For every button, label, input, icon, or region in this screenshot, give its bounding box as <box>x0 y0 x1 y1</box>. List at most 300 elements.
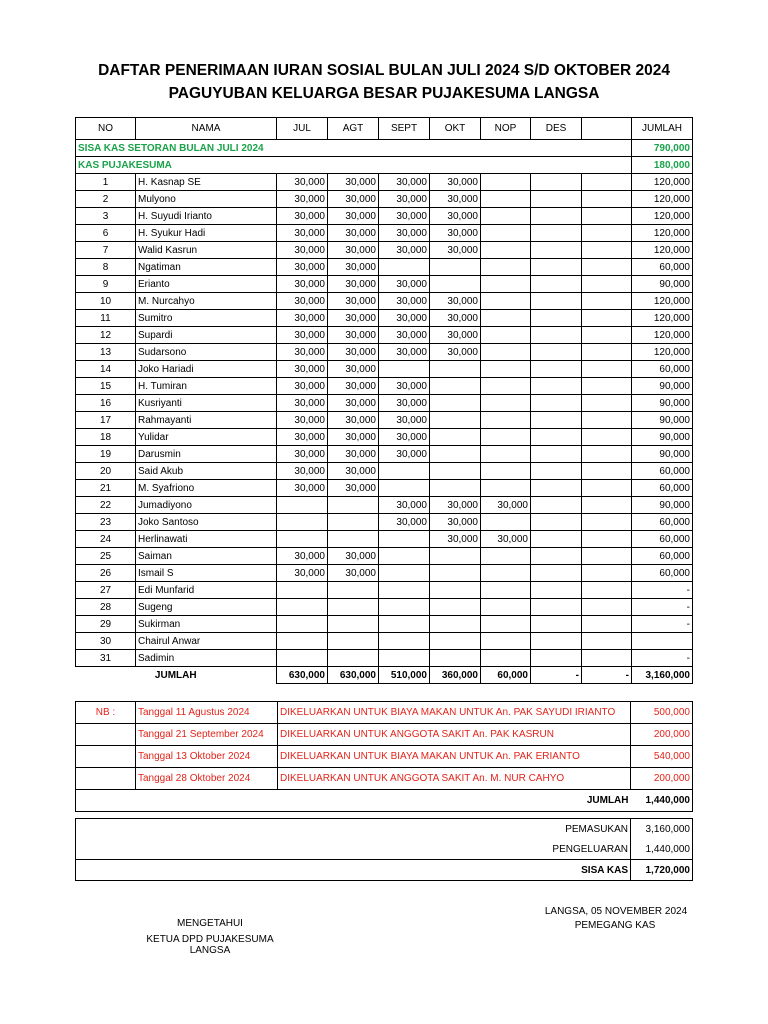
expense-date: Tanggal 13 Oktober 2024 <box>136 746 278 768</box>
row-number: 6 <box>76 225 136 242</box>
payment-nop <box>481 429 531 446</box>
payment-nop <box>481 276 531 293</box>
payment-nop <box>481 208 531 225</box>
row-number: 24 <box>76 531 136 548</box>
payment-sept <box>379 599 430 616</box>
table-row <box>76 633 693 650</box>
payment-extra <box>582 497 632 514</box>
payment-agt: 30,000 <box>328 174 379 191</box>
carry-row-amount: 790,000 <box>632 140 693 157</box>
table-row <box>76 310 693 327</box>
payment-nop <box>481 548 531 565</box>
row-number: 1 <box>76 174 136 191</box>
payment-des <box>531 633 582 650</box>
payment-sept: 30,000 <box>379 293 430 310</box>
row-number: 25 <box>76 548 136 565</box>
row-total: 60,000 <box>632 480 693 497</box>
totals-label: JUMLAH <box>76 667 277 684</box>
payment-des <box>531 429 582 446</box>
table-row <box>76 429 693 446</box>
summary-pemasukan-value: 3,160,000 <box>631 819 693 840</box>
payment-okt: 30,000 <box>430 191 481 208</box>
column-header <box>582 118 632 140</box>
payment-agt: 30,000 <box>328 378 379 395</box>
payment-agt: 30,000 <box>328 548 379 565</box>
payment-sept <box>379 650 430 667</box>
payment-jul: 30,000 <box>277 293 328 310</box>
member-name: Joko Santoso <box>136 514 277 531</box>
total-extra: - <box>582 667 632 684</box>
payment-des <box>531 344 582 361</box>
payment-okt <box>430 650 481 667</box>
row-total: 60,000 <box>632 565 693 582</box>
payment-okt: 30,000 <box>430 344 481 361</box>
summary-jumlah-row <box>76 790 693 812</box>
payment-des <box>531 650 582 667</box>
payment-des <box>531 446 582 463</box>
payment-okt <box>430 395 481 412</box>
member-name: Sumitro <box>136 310 277 327</box>
expense-row <box>76 768 693 790</box>
payment-agt: 30,000 <box>328 480 379 497</box>
nb-blank <box>76 746 136 768</box>
row-number: 3 <box>76 208 136 225</box>
payment-jul <box>277 650 328 667</box>
payment-nop <box>481 633 531 650</box>
payment-extra <box>582 548 632 565</box>
row-number: 14 <box>76 361 136 378</box>
summary-pemasukan-row <box>76 819 693 840</box>
payment-agt: 30,000 <box>328 191 379 208</box>
row-total: 120,000 <box>632 191 693 208</box>
row-total: 60,000 <box>632 531 693 548</box>
payment-des <box>531 242 582 259</box>
payment-agt <box>328 650 379 667</box>
table-row <box>76 293 693 310</box>
payment-extra <box>582 310 632 327</box>
table-row <box>76 480 693 497</box>
row-number: 12 <box>76 327 136 344</box>
payment-jul <box>277 582 328 599</box>
payment-extra <box>582 633 632 650</box>
row-number: 17 <box>76 412 136 429</box>
carry-row <box>76 157 693 174</box>
table-row <box>76 191 693 208</box>
payment-agt <box>328 599 379 616</box>
row-number: 30 <box>76 633 136 650</box>
column-header: DES <box>531 118 582 140</box>
total-des: - <box>531 667 582 684</box>
payment-des <box>531 327 582 344</box>
member-name: Chairul Anwar <box>136 633 277 650</box>
payment-des <box>531 361 582 378</box>
payment-nop <box>481 327 531 344</box>
member-name: Sukirman <box>136 616 277 633</box>
table-row <box>76 174 693 191</box>
payment-nop <box>481 565 531 582</box>
payment-nop <box>481 259 531 276</box>
payment-agt: 30,000 <box>328 242 379 259</box>
row-number: 9 <box>76 276 136 293</box>
payment-jul <box>277 616 328 633</box>
nb-blank <box>76 768 136 790</box>
payment-nop <box>481 412 531 429</box>
member-name: Sadimin <box>136 650 277 667</box>
payment-agt <box>328 582 379 599</box>
payment-des <box>531 310 582 327</box>
payment-des <box>531 548 582 565</box>
row-number: 26 <box>76 565 136 582</box>
payment-sept: 30,000 <box>379 514 430 531</box>
row-total: 120,000 <box>632 327 693 344</box>
payment-des <box>531 378 582 395</box>
payment-jul: 30,000 <box>277 429 328 446</box>
payment-des <box>531 497 582 514</box>
payment-extra <box>582 174 632 191</box>
summary-table <box>75 789 693 881</box>
payment-extra <box>582 191 632 208</box>
row-number: 19 <box>76 446 136 463</box>
table-row <box>76 395 693 412</box>
payment-des <box>531 225 582 242</box>
payment-okt: 30,000 <box>430 327 481 344</box>
payment-okt: 30,000 <box>430 174 481 191</box>
payment-nop <box>481 599 531 616</box>
table-row <box>76 446 693 463</box>
carry-row-label: KAS PUJAKESUMA <box>76 157 632 174</box>
payment-okt <box>430 599 481 616</box>
payment-sept <box>379 480 430 497</box>
payment-nop <box>481 344 531 361</box>
payment-extra <box>582 276 632 293</box>
table-row <box>76 599 693 616</box>
expense-amount: 200,000 <box>631 768 693 790</box>
member-name: Yulidar <box>136 429 277 446</box>
expense-date: Tanggal 21 September 2024 <box>136 724 278 746</box>
table-row <box>76 548 693 565</box>
payment-agt <box>328 633 379 650</box>
row-total: 90,000 <box>632 446 693 463</box>
payment-nop: 30,000 <box>481 497 531 514</box>
payment-jul: 30,000 <box>277 446 328 463</box>
table-row <box>76 650 693 667</box>
payment-extra <box>582 327 632 344</box>
table-row <box>76 565 693 582</box>
payment-des <box>531 514 582 531</box>
table-row <box>76 259 693 276</box>
payment-sept: 30,000 <box>379 310 430 327</box>
payment-agt: 30,000 <box>328 208 379 225</box>
table-row <box>76 225 693 242</box>
payment-nop <box>481 242 531 259</box>
payment-extra <box>582 446 632 463</box>
payment-jul <box>277 633 328 650</box>
payment-extra <box>582 565 632 582</box>
row-number: 8 <box>76 259 136 276</box>
payment-nop: 30,000 <box>481 531 531 548</box>
row-total: 120,000 <box>632 174 693 191</box>
payment-okt <box>430 582 481 599</box>
payment-agt: 30,000 <box>328 276 379 293</box>
row-total: 60,000 <box>632 463 693 480</box>
payment-jul: 30,000 <box>277 225 328 242</box>
signature-right-role: PEMEGANG KAS <box>574 920 656 931</box>
payment-sept: 30,000 <box>379 327 430 344</box>
payment-jul: 30,000 <box>277 548 328 565</box>
payment-okt <box>430 429 481 446</box>
table-row <box>76 497 693 514</box>
payment-agt <box>328 616 379 633</box>
member-name: Walid Kasrun <box>136 242 277 259</box>
expense-date: Tanggal 28 Oktober 2024 <box>136 768 278 790</box>
summary-jumlah-label: JUMLAH <box>76 790 631 812</box>
payment-jul: 30,000 <box>277 463 328 480</box>
totals-row <box>76 667 693 684</box>
payment-okt <box>430 565 481 582</box>
payment-okt <box>430 633 481 650</box>
member-name: H. Syukur Hadi <box>136 225 277 242</box>
table-row <box>76 327 693 344</box>
member-name: Mulyono <box>136 191 277 208</box>
payment-agt: 30,000 <box>328 344 379 361</box>
member-name: Joko Hariadi <box>136 361 277 378</box>
payment-des <box>531 259 582 276</box>
payment-extra <box>582 395 632 412</box>
signature-left-title: MENGETAHUI <box>177 918 243 929</box>
table-row <box>76 242 693 259</box>
expense-notes-table <box>75 701 693 790</box>
row-number: 2 <box>76 191 136 208</box>
expense-date: Tanggal 11 Agustus 2024 <box>136 702 278 724</box>
member-name: M. Nurcahyo <box>136 293 277 310</box>
summary-sisa-row <box>76 860 693 881</box>
payment-extra <box>582 531 632 548</box>
column-header: JUL <box>277 118 328 140</box>
payment-okt <box>430 616 481 633</box>
member-name: Sugeng <box>136 599 277 616</box>
payment-okt: 30,000 <box>430 514 481 531</box>
member-name: Ngatiman <box>136 259 277 276</box>
payment-sept <box>379 565 430 582</box>
nb-blank <box>76 724 136 746</box>
payment-okt <box>430 480 481 497</box>
payment-agt: 30,000 <box>328 327 379 344</box>
row-number: 29 <box>76 616 136 633</box>
member-name: Said Akub <box>136 463 277 480</box>
member-name: Ismail S <box>136 565 277 582</box>
row-total: 60,000 <box>632 361 693 378</box>
payment-sept <box>379 616 430 633</box>
payment-okt <box>430 412 481 429</box>
row-number: 31 <box>76 650 136 667</box>
payment-sept: 30,000 <box>379 412 430 429</box>
payment-nop <box>481 361 531 378</box>
payment-jul: 30,000 <box>277 191 328 208</box>
summary-pemasukan-label: PEMASUKAN <box>76 819 631 840</box>
payment-jul <box>277 497 328 514</box>
member-name: H. Suyudi Irianto <box>136 208 277 225</box>
payment-des <box>531 293 582 310</box>
payment-sept: 30,000 <box>379 174 430 191</box>
payment-des <box>531 463 582 480</box>
payment-des <box>531 395 582 412</box>
payment-sept: 30,000 <box>379 242 430 259</box>
payment-des <box>531 174 582 191</box>
payment-des <box>531 276 582 293</box>
payment-des <box>531 531 582 548</box>
signature-right-date: LANGSA, 05 NOVEMBER 2024 <box>544 906 688 917</box>
payment-extra <box>582 412 632 429</box>
payment-agt: 30,000 <box>328 361 379 378</box>
payment-agt: 30,000 <box>328 565 379 582</box>
payment-extra <box>582 293 632 310</box>
payment-sept: 30,000 <box>379 446 430 463</box>
table-row <box>76 361 693 378</box>
member-name: Sudarsono <box>136 344 277 361</box>
row-total: - <box>632 582 693 599</box>
payment-nop <box>481 480 531 497</box>
total-sept: 510,000 <box>379 667 430 684</box>
column-header: NO <box>76 118 136 140</box>
expense-amount: 540,000 <box>631 746 693 768</box>
row-total: 60,000 <box>632 514 693 531</box>
payment-agt: 30,000 <box>328 463 379 480</box>
table-row <box>76 463 693 480</box>
contribution-table <box>75 117 693 684</box>
payment-nop <box>481 650 531 667</box>
summary-pengeluaran-row <box>76 839 693 860</box>
row-number: 20 <box>76 463 136 480</box>
row-total: 120,000 <box>632 310 693 327</box>
payment-extra <box>582 514 632 531</box>
payment-jul: 30,000 <box>277 276 328 293</box>
payment-sept <box>379 531 430 548</box>
table-header-row <box>76 118 693 140</box>
member-name: M. Syafriono <box>136 480 277 497</box>
member-name: Supardi <box>136 327 277 344</box>
document-subtitle: PAGUYUBAN KELUARGA BESAR PUJAKESUMA LANGSA <box>168 85 600 102</box>
payment-sept: 30,000 <box>379 429 430 446</box>
expense-row <box>76 724 693 746</box>
row-total: - <box>632 616 693 633</box>
payment-jul <box>277 531 328 548</box>
payment-agt: 30,000 <box>328 259 379 276</box>
row-total <box>632 633 693 650</box>
row-total: 90,000 <box>632 276 693 293</box>
expense-description: DIKELUARKAN UNTUK BIAYA MAKAN UNTUK An. PAK SAYUDI IRIANTO <box>278 702 631 724</box>
payment-jul: 30,000 <box>277 327 328 344</box>
table-row <box>76 531 693 548</box>
payment-agt <box>328 497 379 514</box>
payment-okt: 30,000 <box>430 242 481 259</box>
member-name: Kusriyanti <box>136 395 277 412</box>
payment-okt <box>430 548 481 565</box>
payment-okt: 30,000 <box>430 497 481 514</box>
payment-sept <box>379 259 430 276</box>
payment-extra <box>582 650 632 667</box>
table-row <box>76 276 693 293</box>
row-number: 21 <box>76 480 136 497</box>
row-total: 90,000 <box>632 412 693 429</box>
payment-agt <box>328 531 379 548</box>
payment-sept: 30,000 <box>379 191 430 208</box>
payment-jul: 30,000 <box>277 310 328 327</box>
member-name: H. Kasnap SE <box>136 174 277 191</box>
payment-jul: 30,000 <box>277 361 328 378</box>
row-total: 120,000 <box>632 293 693 310</box>
row-total: 120,000 <box>632 344 693 361</box>
member-name: Jumadiyono <box>136 497 277 514</box>
payment-jul: 30,000 <box>277 208 328 225</box>
column-header: AGT <box>328 118 379 140</box>
carry-row-amount: 180,000 <box>632 157 693 174</box>
payment-des <box>531 599 582 616</box>
column-header: SEPT <box>379 118 430 140</box>
row-number: 7 <box>76 242 136 259</box>
payment-jul: 30,000 <box>277 565 328 582</box>
nb-label: NB : <box>76 702 136 724</box>
payment-sept <box>379 463 430 480</box>
expense-row <box>76 702 693 724</box>
payment-agt: 30,000 <box>328 310 379 327</box>
member-name: H. Tumiran <box>136 378 277 395</box>
payment-nop <box>481 582 531 599</box>
table-row <box>76 616 693 633</box>
payment-nop <box>481 395 531 412</box>
payment-extra <box>582 480 632 497</box>
payment-jul: 30,000 <box>277 395 328 412</box>
grand-total: 3,160,000 <box>632 667 693 684</box>
payment-okt: 30,000 <box>430 208 481 225</box>
table-row <box>76 344 693 361</box>
row-number: 28 <box>76 599 136 616</box>
payment-sept: 30,000 <box>379 344 430 361</box>
payment-nop <box>481 310 531 327</box>
payment-agt: 30,000 <box>328 293 379 310</box>
member-name: Darusmin <box>136 446 277 463</box>
payment-sept: 30,000 <box>379 497 430 514</box>
payment-extra <box>582 259 632 276</box>
payment-okt: 30,000 <box>430 310 481 327</box>
row-number: 10 <box>76 293 136 310</box>
row-number: 13 <box>76 344 136 361</box>
row-total: 90,000 <box>632 395 693 412</box>
row-number: 23 <box>76 514 136 531</box>
column-header: JUMLAH <box>632 118 693 140</box>
payment-nop <box>481 446 531 463</box>
payment-extra <box>582 378 632 395</box>
table-row <box>76 514 693 531</box>
payment-des <box>531 582 582 599</box>
total-okt: 360,000 <box>430 667 481 684</box>
payment-des <box>531 208 582 225</box>
carry-row-label: SISA KAS SETORAN BULAN JULI 2024 <box>76 140 632 157</box>
summary-sisa-label: SISA KAS <box>76 860 631 881</box>
expense-description: DIKELUARKAN UNTUK ANGGOTA SAKIT An. M. NUR CAHYO <box>278 768 631 790</box>
row-total: 90,000 <box>632 378 693 395</box>
summary-jumlah-value: 1,440,000 <box>631 790 693 812</box>
payment-okt <box>430 463 481 480</box>
expense-amount: 200,000 <box>631 724 693 746</box>
column-header: NOP <box>481 118 531 140</box>
payment-jul: 30,000 <box>277 344 328 361</box>
expense-description: DIKELUARKAN UNTUK BIAYA MAKAN UNTUK An. PAK ERIANTO <box>278 746 631 768</box>
payment-sept <box>379 361 430 378</box>
payment-nop <box>481 225 531 242</box>
payment-nop <box>481 191 531 208</box>
payment-nop <box>481 616 531 633</box>
row-total: 60,000 <box>632 259 693 276</box>
